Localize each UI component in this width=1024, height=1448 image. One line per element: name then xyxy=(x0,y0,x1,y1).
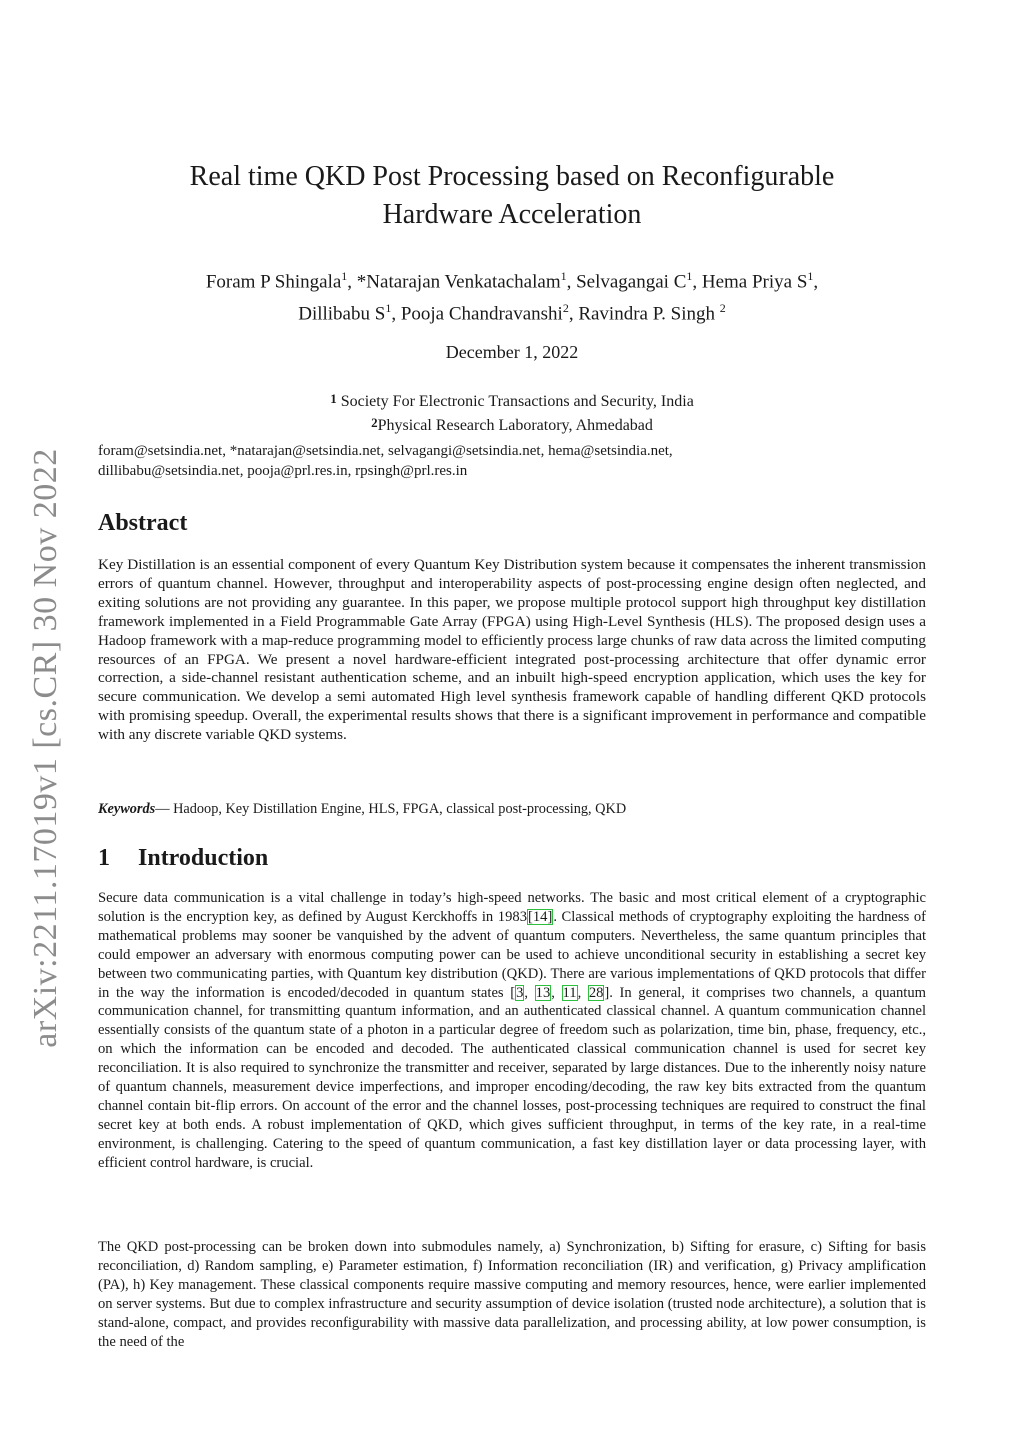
author-separator: , xyxy=(813,271,819,293)
author-name: , Selvagangai C xyxy=(566,271,687,293)
email-line-2: dillibabu@setsindia.net, pooja@prl.res.in, rpsingh@prl.res.in xyxy=(98,463,468,479)
paragraph-text: . Classical methods of cryptography exploiting the hardness of mathematical problems may sooner be vanquished by the advent of quantum computers. Nevertheless, the same quantum principles that could empower an adversary with enormous computing power can be used to achieve unconditional security in establishing a secret key between two communicating parties, with Quantum key distribution (QKD). There are various implementations of QKD protocols that differ in the way the information is encoded/decoded in quantum states [ xyxy=(98,908,926,1001)
citation-link[interactable]: 28 xyxy=(588,984,604,1001)
affiliations xyxy=(98,388,926,436)
citation-separator: , xyxy=(577,984,588,1001)
paragraph-text: ]. In general, it comprises two channels, a quantum communication channel, for transmitting quantum information, and an authenticated classical channel. A quantum communication channel essentially consists of the quantum state of a photon in a particular degree of freedom such as polarization, time bin, phase, frequency, etc., on which the information can be encoded and decoded. The authenticated classical communication channel is used for secret key reconciliation. It is also required to synchronize the transmitter and receiver, separated by large distances. Due to the inherently noisy nature of quantum channels, measurement device imperfections, and improper encoding/decoding, the raw key bits extracted from the quantum channel contain bit-flip errors. On account of the error and the channel losses, post-processing techniques are required to construct the final secret key at both ends. A robust implementation of QKD, which gives sufficient throughput, in terms of the key rate, in a real-time environment, is challenging. Catering to the speed of quantum communication, a fast key distillation layer or data processing layer, with efficient control hardware, is crucial. xyxy=(98,984,926,1171)
citation-link[interactable]: [14] xyxy=(528,908,553,925)
citation-separator: , xyxy=(551,984,562,1001)
author-list xyxy=(98,263,926,328)
paper-title xyxy=(98,158,926,234)
author-name: , Ravindra P. Singh xyxy=(568,303,720,325)
author-line-1 xyxy=(98,263,926,295)
citation-link[interactable]: 11 xyxy=(562,984,577,1001)
affiliation-text: Physical Research Laboratory, Ahmedabad xyxy=(377,417,653,434)
author-name: , *Natarajan Venkatachalam xyxy=(347,271,561,293)
title-line-1: Real time QKD Post Processing based on Reconfigurable xyxy=(189,161,835,192)
paper-date: December 1, 2022 xyxy=(445,342,579,362)
intro-paragraph-1 xyxy=(98,889,926,1173)
affiliation-mark: 1 xyxy=(686,269,693,283)
keywords xyxy=(98,800,926,819)
arxiv-side-stamp: arXiv:2211.17019v1 [cs.CR] 30 Nov 2022 xyxy=(27,448,64,1048)
section-title: Introduction xyxy=(138,845,269,871)
author-name: , Hema Priya S xyxy=(692,271,808,293)
section-number: 1 xyxy=(98,845,110,871)
title-line-2: Hardware Acceleration xyxy=(382,199,642,230)
affiliation-text: Society For Electronic Transactions and Security, India xyxy=(336,393,694,410)
affiliation-mark: 2 xyxy=(719,301,726,316)
author-name: Dillibabu S xyxy=(298,303,386,325)
affiliation-mark: 2 xyxy=(371,415,378,430)
section-heading-introduction xyxy=(98,845,268,872)
citation-link[interactable]: 3 xyxy=(516,984,524,1001)
paragraph-text: Secure data communication is a vital challenge in today’s high-speed networks. The basic and most critical element of a cryptographic solution is the encryption key, as defined by August Kerckhoffs in 1983 xyxy=(98,890,926,925)
keywords-text: — Hadoop, Key Distillation Engine, HLS, FPGA, classical post-processing, QKD xyxy=(155,801,627,817)
intro-paragraph-2: The QKD post-processing can be broken down into submodules namely, a) Synchronization, b) Sifting for erasure, c) Sifting for basis reconciliation, d) Random sampling, e) Parameter estimation, f) Information reconciliation (IR) and verification, g) Privacy amplification (PA), h) Key management. These classical components require massive computing and memory resources, hence, were earlier implemented on server systems. But due to complex infrastructure and security assumption of device isolation (trusted node architecture), a solution that is stand-alone, compact, and provides reconfigurability with massive data parallelization, and processing ability, at low power consumption, is the need of the xyxy=(98,1239,926,1350)
affiliation-mark: 1 xyxy=(341,269,348,283)
affiliation-mark: 1 xyxy=(807,269,814,283)
affiliation-mark: 1 xyxy=(330,391,337,406)
author-name: Foram P Shingala xyxy=(205,271,342,293)
email-line-1: foram@setsindia.net, *natarajan@setsindia.net, selvagangi@setsindia.net, hema@setsindia.net, xyxy=(98,443,673,459)
affiliation-mark: 1 xyxy=(385,301,392,316)
email-list xyxy=(98,441,926,481)
abstract-heading: Abstract xyxy=(98,510,188,536)
affiliation-mark: 1 xyxy=(560,269,567,283)
author-line-2 xyxy=(98,295,926,327)
keywords-label: Keywords xyxy=(98,801,156,817)
citation-link[interactable]: 13 xyxy=(535,984,551,1001)
author-name: , Pooja Chandravanshi xyxy=(391,303,563,325)
affiliation-1 xyxy=(98,388,926,412)
affiliation-mark: 2 xyxy=(562,301,569,316)
abstract-text: Key Distillation is an essential component of every Quantum Key Distribution system because it compensates the inherent transmission errors of quantum channel. However, throughput and interoperability aspects of post-processing engine design often neglected, and exiting solutions are not providing any guarantee. In this paper, we propose multiple protocol support high throughput key distillation framework implemented in a Field Programmable Gate Array (FPGA) using High-Level Synthesis (HLS). The proposed design uses a Hadoop framework with a map-reduce programming model to efficiently process large chunks of raw data across the limited computing resources of an FPGA. We present a novel hardware-efficient integrated post-processing architecture that offer dynamic error correction, a side-channel resistant authentication scheme, and an inbuilt high-speed encryption application, which uses the key for secure communication. We develop a semi automated High level synthesis framework capable of handling different QKD protocols with promising speedup. Overall, the experimental results shows that there is a significant improvement in performance and compatible with any discrete variable QKD systems. xyxy=(98,556,926,744)
citation-separator: , xyxy=(524,984,535,1001)
affiliation-2 xyxy=(98,412,926,436)
